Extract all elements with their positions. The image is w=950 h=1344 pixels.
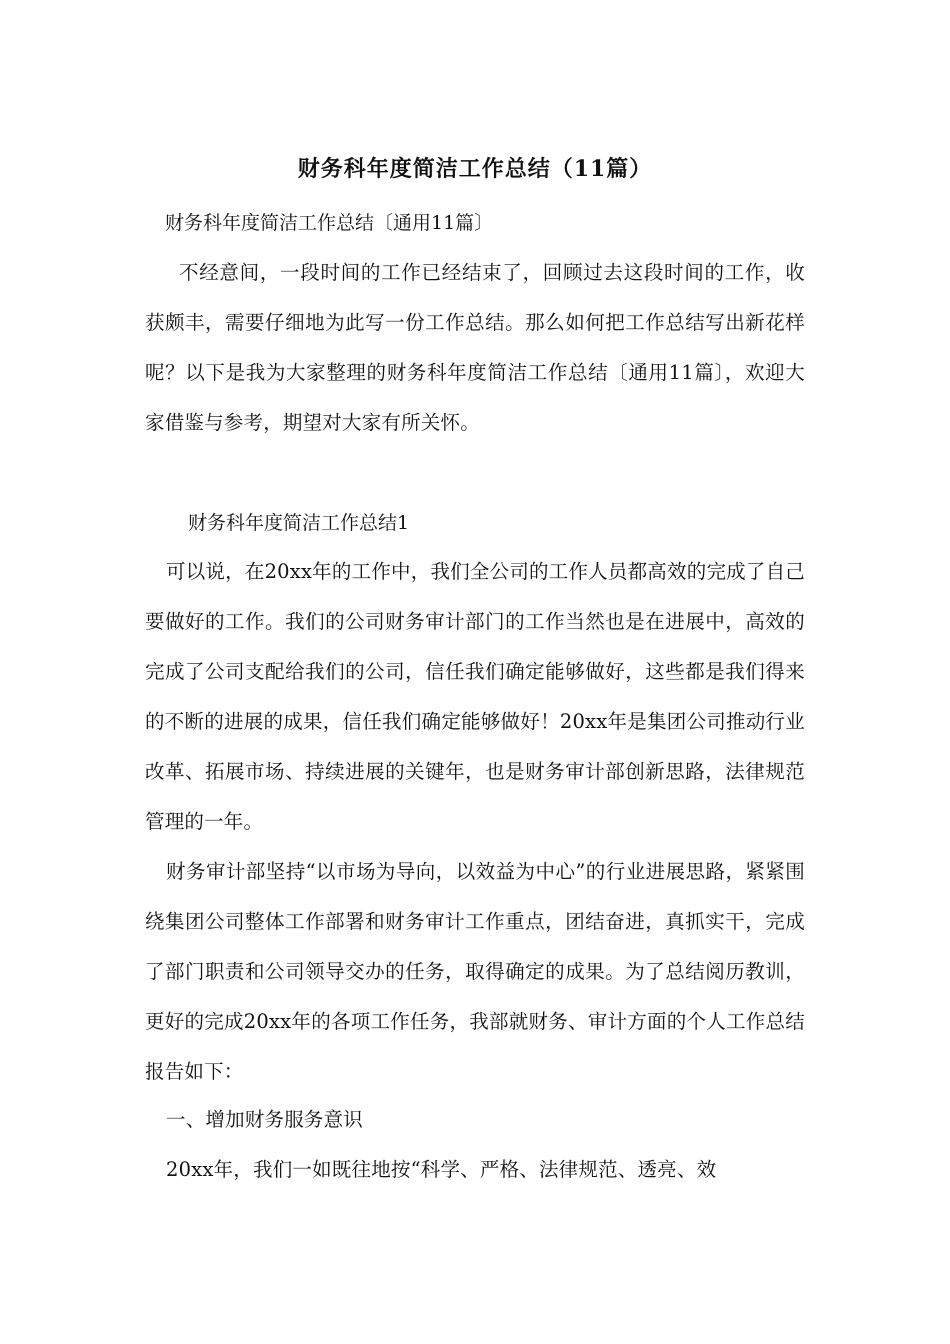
intro-paragraph: 不经意间，一段时间的工作已经结束了，回顾过去这段时间的工作，收获颇丰，需要仔细地为此写一份工作总结。那么如何把工作总结写出新花样呢？以下是我为大家整理的财务科年度简洁工作总结〔通用11篇〕，欢迎大家借鉴与参考，期望对大家有所关怀。 xyxy=(145,261,805,434)
subheading-1: 一、增加财务服务意识 xyxy=(166,1108,364,1131)
body-paragraph-1: 可以说，在20xx年的工作中，我们全公司的工作人员都高效的完成了自己要做好的工作。我们的公司财务审计部门的工作当然也是在进展中，高效的完成了公司支配给我们的公司，信任我们确定能够做好，这些都是我们得来的不断的进展的成果，信任我们确定能够做好！20xx年是集团公司推动行业改革、拓展市场、持续进展的关键年，也是财务审计部创新思路，法律规范管理的一年。 xyxy=(145,560,805,833)
section-heading: 财务科年度简洁工作总结1 xyxy=(188,512,410,534)
body-paragraph-2: 财务审计部坚持“以市场为导向，以效益为中心”的行业进展思路，紧紧围绕集团公司整体工作部署和财务审计工作重点，团结奋进，真抓实干，完成了部门职责和公司领导交办的任务，取得确定的成果。为了总结阅历教训，更好的完成20xx年的各项工作任务，我部就财务、审计方面的个人工作总结报告如下： xyxy=(145,860,805,1083)
document-subtitle: 财务科年度简洁工作总结〔通用11篇〕 xyxy=(165,212,494,234)
document-title: 财务科年度简洁工作总结（11篇） xyxy=(297,156,653,182)
body-paragraph-3: 20xx年，我们一如既往地按“科学、严格、法律规范、透亮、效 xyxy=(166,1158,717,1181)
